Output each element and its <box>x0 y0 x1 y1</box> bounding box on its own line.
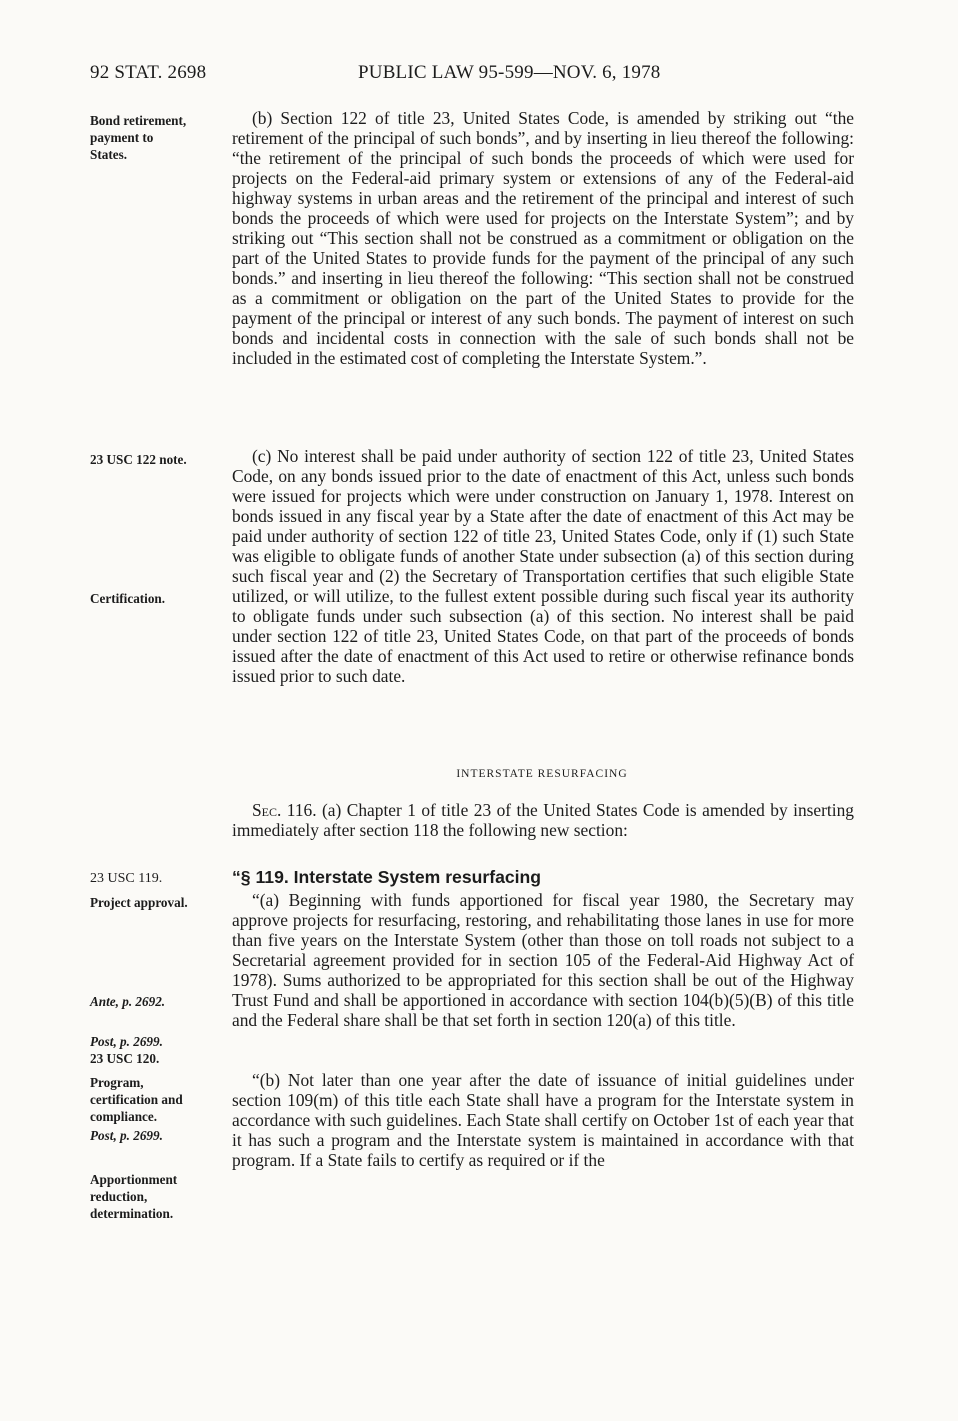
margin-note-project-approval: Project approval. <box>90 895 188 910</box>
margin-note-post-2: Post, p. 2699. <box>90 1128 163 1143</box>
paragraph-c: (c) No interest shall be paid under authority of section 122 of title 23, United States Code, on any bonds issued prior to the date of enactment of this Act, unless such bonds were issued for projects which were under construction on January 1, 1978. Interest on bonds issued in any fiscal year by a State after the date of enactment of this Act may be paid under authority of section 122 of title 23, United States Code, only if (1) such State was eligible to obligate funds of another State under subsection (a) of this section during such fiscal year and (2) the Secretary of Transportation certifies that such eligible State utilized, or will utilize, to the fullest extent possible during such fiscal year its authority to obligate funds under such subsection (a) of this section. No interest shall be paid under section 122 of title 23, United States Code, on that part of the proceeds of bonds issued after the date of enactment of this Act used to retire or otherwise refinance bonds issued prior to such date. <box>232 446 854 686</box>
paragraph-b: (b) Section 122 of title 23, United States Code, is amended by striking out “the retirement of the principal of such bonds”, and by inserting in lieu thereof the following: “the retirement of the principal of such bonds the proceeds of which were used for projects on the Federal-aid primary system or extensions of any of the Federal-aid highway systems in urban areas and the retirement of the principal and interest of such bonds the proceeds of which were used for projects on the Interstate System”; and by striking out “This section shall not be construed as a commitment or obligation on the part of the United States to provide funds for the payment of the principal of any such bonds.” and inserting in lieu thereof the following: “This section shall not be construed as a commitment or obligation on the part of the United States to provide for the payment of the principal or interest of any such bonds. The payment of interest on such bonds and incidental costs in connection with the sale of such bonds shall not be included in the estimated cost of completing the Interstate System.”. <box>232 108 854 368</box>
margin-note-program-certification: Program, certification and compliance. <box>90 1075 183 1124</box>
margin-note-ante: Ante, p. 2692. <box>90 994 166 1009</box>
margin-note-post-1: Post, p. 2699. <box>90 1034 163 1049</box>
statute-page-number: 92 STAT. 2698 <box>90 62 207 83</box>
body-section-119b <box>232 1070 854 1170</box>
margin-note-apportionment: Apportionment reduction, determination. <box>90 1172 178 1221</box>
section-119-title: “§ 119. Interstate System resurfacing <box>232 867 542 887</box>
paragraph-sec116 <box>232 800 854 840</box>
body-section-b <box>232 108 854 368</box>
body-section-119-title <box>232 867 854 888</box>
public-law-citation: PUBLIC LAW 95-599—NOV. 6, 1978 <box>358 62 661 83</box>
margin-note-certification: Certification. <box>90 591 166 606</box>
sec-label: Sec. <box>252 800 282 820</box>
body-section-119a <box>232 890 854 1030</box>
body-section-116 <box>232 800 854 840</box>
margin-note-23usc119: 23 USC 119. <box>90 871 163 886</box>
margin-note-23usc120: 23 USC 120. <box>90 1051 160 1066</box>
paragraph-119b: “(b) Not later than one year after the date of issuance of initial guidelines under section 109(m) of this title each State shall have a program for the Interstate system in accordance with such guidelines. Each State shall certify on October 1st of each year that it has such a program and the Interstate system is maintained in accordance with that program. If a State fails to certify as required or if the <box>232 1070 854 1170</box>
body-section-c <box>232 446 854 686</box>
section-heading: INTERSTATE RESURFACING <box>456 768 628 780</box>
margin-note-23usc122: 23 USC 122 note. <box>90 452 187 467</box>
margin-note-bond-retirement: Bond retirement, payment to States. <box>90 113 187 162</box>
page-header <box>0 62 958 88</box>
paragraph-119a: “(a) Beginning with funds apportioned for fiscal year 1980, the Secretary may approve projects for resurfacing, restoring, and rehabilitating those lanes in use for more than five years on the Interstate System (other than those on toll roads not subject to a Secretarial agreement provided for in section 105 of the Federal-Aid Highway Act of 1978). Sums authorized to be appropriated for this section shall be out of the Highway Trust Fund and shall be apportioned in accordance with section 104(b)(5)(B) of this title and the Federal share shall be that set forth in section 120(a) of this title. <box>232 890 854 1030</box>
sec116-text: 116. (a) Chapter 1 of title 23 of the United States Code is amended by inserting immediately after section 118 the following new section: <box>232 800 854 840</box>
